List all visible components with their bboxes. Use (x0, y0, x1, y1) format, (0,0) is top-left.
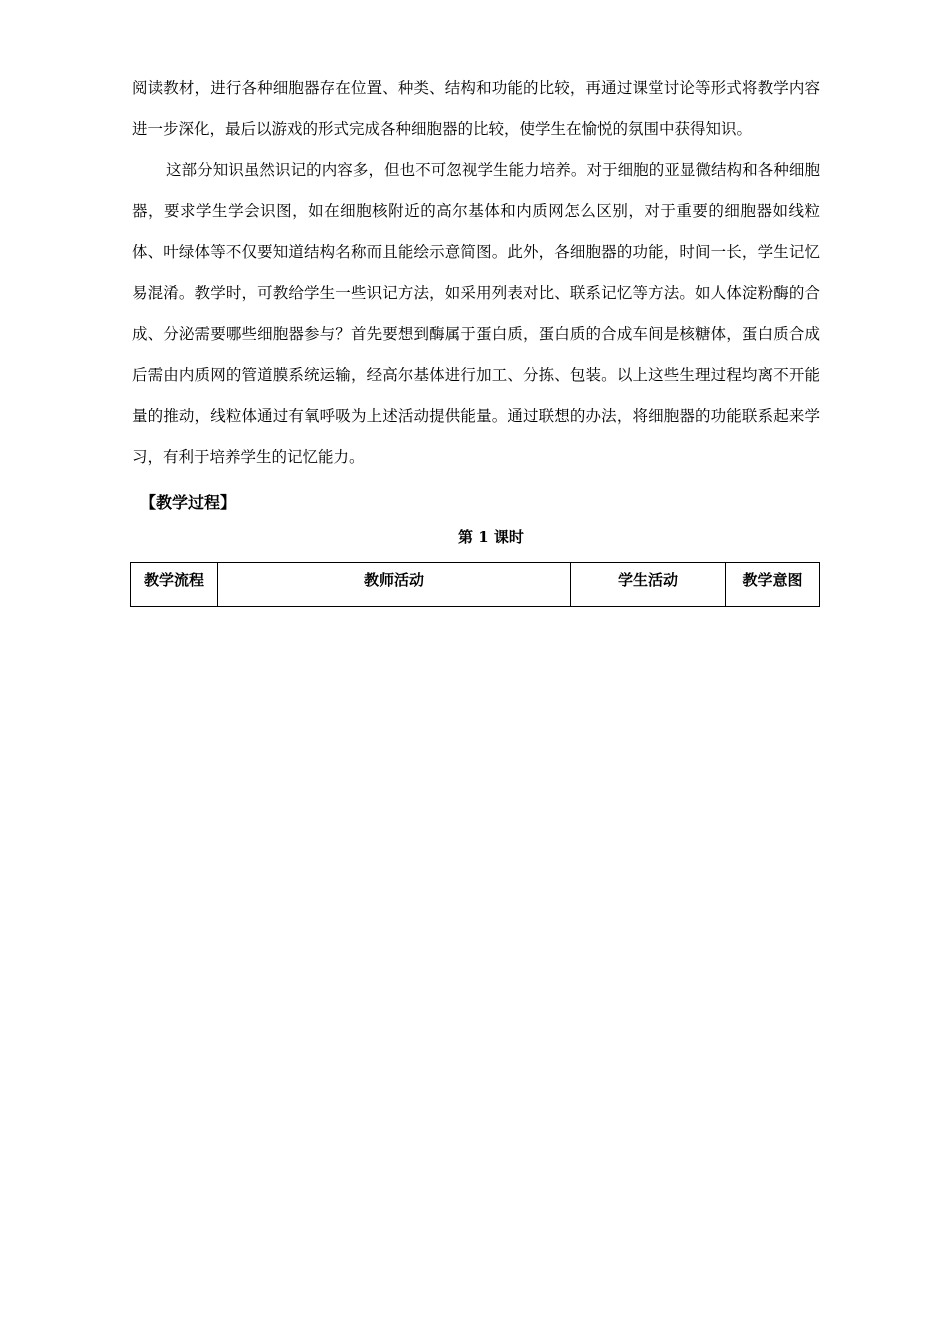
document-body (132, 68, 820, 607)
teaching-process-table (130, 562, 820, 607)
section-heading: 【教学过程】 (140, 493, 237, 512)
column-header-flow: 教学流程 (131, 563, 218, 607)
column-header-teacher-activity: 教师活动 (218, 563, 571, 607)
table-header-row (131, 563, 820, 607)
paragraph-method: 这部分知识虽然识记的内容多，但也不可忽视学生能力培养。对于细胞的亚显微结构和各种细胞器，要求学生学会识图，如在细胞核附近的高尔基体和内质网怎么区别，对于重要的细胞器如线粒体、叶绿体等不仅要知道结构名称而且能绘示意简图。此外，各细胞器的功能，时间一长，学生记忆易混淆。教学时，可教给学生一些识记方法，如采用列表对比、联系记忆等方法。如人体淀粉酶的合成、分泌需要哪些细胞器参与？首先要想到酶属于蛋白质，蛋白质的合成车间是核糖体，蛋白质合成后需由内质网的管道膜系统运输，经高尔基体进行加工、分拣、包装。以上这些生理过程均离不开能量的推动，线粒体通过有氧呼吸为上述活动提供能量。通过联想的办法，将细胞器的功能联系起来学习，有利于培养学生的记忆能力。 (132, 161, 820, 466)
column-header-student-activity: 学生活动 (571, 563, 726, 607)
paragraph-intro: 阅读教材，进行各种细胞器存在位置、种类、结构和功能的比较，再通过课堂讨论等形式将教学内容进一步深化，最后以游戏的形式完成各种细胞器的比较，使学生在愉悦的氛围中获得知识。 (132, 79, 820, 138)
lesson-title: 第 1 课时 (458, 528, 524, 546)
column-header-intent: 教学意图 (726, 563, 820, 607)
